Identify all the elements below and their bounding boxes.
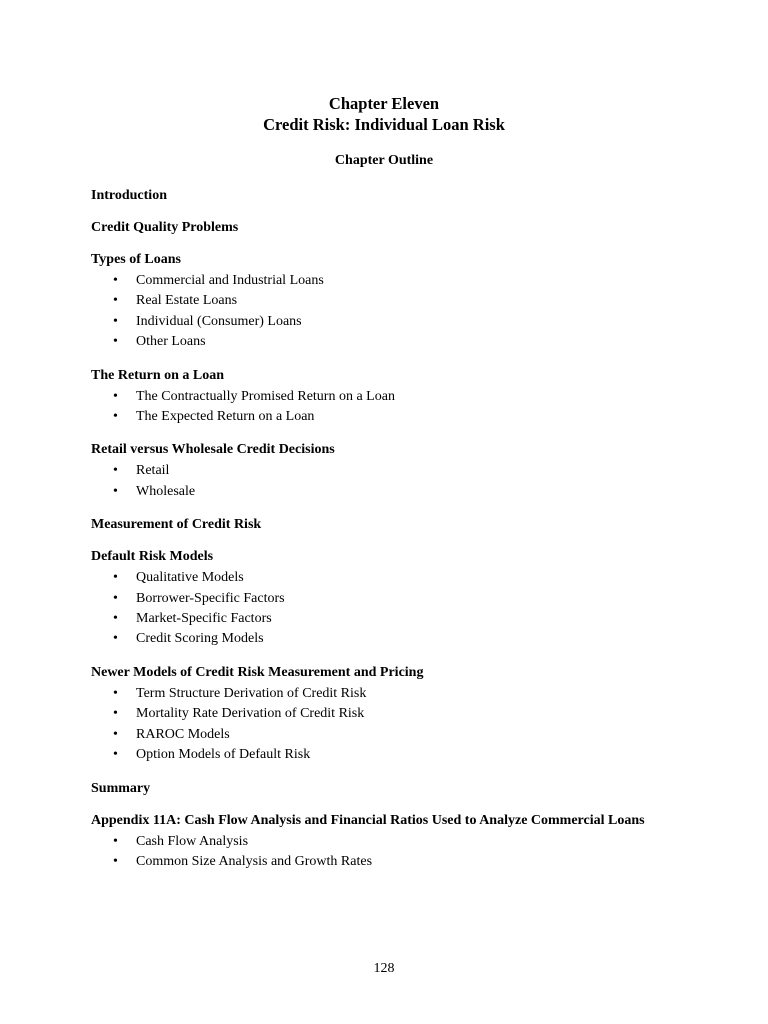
outline-section <box>91 664 691 766</box>
list-item-text: Credit Scoring Models <box>136 631 264 647</box>
bullet-icon: • <box>113 313 118 329</box>
list-item-text: Common Size Analysis and Growth Rates <box>136 853 373 869</box>
bullet-icon: • <box>113 833 118 849</box>
list-item <box>91 461 691 481</box>
list-item-text: The Expected Return on a Loan <box>136 409 315 425</box>
outline-section <box>91 516 691 534</box>
section-heading: Measurement of Credit Risk <box>91 517 262 533</box>
list-item <box>91 852 691 872</box>
list-item <box>91 271 691 291</box>
list-item <box>91 332 691 352</box>
section-heading: Summary <box>91 780 151 796</box>
bullet-icon: • <box>113 409 118 425</box>
list-item-text: Retail <box>136 463 170 479</box>
bullet-list <box>91 387 691 428</box>
section-heading: The Return on a Loan <box>91 367 225 383</box>
list-item-text: The Contractually Promised Return on a Loan <box>136 388 395 404</box>
list-item-text: Option Models of Default Risk <box>136 747 311 763</box>
list-item-text: Term Structure Derivation of Credit Risk <box>136 685 367 701</box>
list-item-text: Borrower-Specific Factors <box>136 590 285 606</box>
bullet-icon: • <box>113 570 118 586</box>
bullet-list <box>91 832 691 873</box>
outline-content <box>91 187 691 886</box>
bullet-list <box>91 461 691 502</box>
outline-section <box>91 219 691 237</box>
list-item-text: Commercial and Industrial Loans <box>136 273 324 288</box>
list-item-text: Qualitative Models <box>136 570 244 586</box>
list-item-text: Mortality Rate Derivation of Credit Risk <box>136 706 365 722</box>
bullet-list <box>91 271 691 353</box>
section-heading: Credit Quality Problems <box>91 220 239 235</box>
bullet-icon: • <box>113 726 118 742</box>
chapter-number: Chapter Eleven <box>328 94 440 113</box>
bullet-icon: • <box>113 747 118 763</box>
list-item <box>91 629 691 649</box>
outline-section <box>91 251 691 353</box>
list-item-text: Real Estate Loans <box>136 293 238 309</box>
bullet-icon: • <box>113 483 118 499</box>
outline-section <box>91 548 691 650</box>
list-item-text: Wholesale <box>136 483 196 499</box>
section-heading: Default Risk Models <box>91 549 214 565</box>
bullet-icon: • <box>113 706 118 722</box>
bullet-icon: • <box>113 463 118 479</box>
list-item <box>91 407 691 427</box>
section-heading: Types of Loans <box>91 252 181 267</box>
list-item <box>91 291 691 311</box>
outline-section <box>91 780 691 798</box>
list-item-text: RAROC Models <box>136 726 230 742</box>
list-item <box>91 589 691 609</box>
bullet-list <box>91 684 691 766</box>
list-item-text: Other Loans <box>136 334 206 350</box>
bullet-list <box>91 568 691 650</box>
list-item <box>91 684 691 704</box>
section-heading: Retail versus Wholesale Credit Decisions <box>91 442 335 458</box>
list-item <box>91 312 691 332</box>
chapter-title: Credit Risk: Individual Loan Risk <box>263 115 505 134</box>
list-item <box>91 609 691 629</box>
outline-section <box>91 187 691 205</box>
bullet-icon: • <box>113 853 118 869</box>
list-item-text: Individual (Consumer) Loans <box>136 313 302 329</box>
section-heading: Appendix 11A: Cash Flow Analysis and Financial Ratios Used to Analyze Commercial Loans <box>91 812 645 828</box>
outline-section <box>91 812 691 873</box>
list-item <box>91 568 691 588</box>
bullet-icon: • <box>113 388 118 404</box>
outline-label: Chapter Outline <box>334 153 434 168</box>
list-item <box>91 745 691 765</box>
bullet-icon: • <box>113 273 118 288</box>
section-heading: Newer Models of Credit Risk Measurement and Pricing <box>91 664 424 680</box>
bullet-icon: • <box>113 611 118 627</box>
list-item-text: Cash Flow Analysis <box>136 833 249 849</box>
list-item <box>91 704 691 724</box>
section-heading: Introduction <box>91 188 167 203</box>
outline-section <box>91 441 691 502</box>
bullet-icon: • <box>113 685 118 701</box>
outline-section <box>91 367 691 428</box>
list-item-text: Market-Specific Factors <box>136 611 272 627</box>
bullet-icon: • <box>113 334 118 350</box>
bullet-icon: • <box>113 631 118 647</box>
page-number: 128 <box>373 961 395 976</box>
list-item <box>91 482 691 502</box>
bullet-icon: • <box>113 590 118 606</box>
bullet-icon: • <box>113 293 118 309</box>
list-item <box>91 387 691 407</box>
list-item <box>91 725 691 745</box>
list-item <box>91 832 691 852</box>
